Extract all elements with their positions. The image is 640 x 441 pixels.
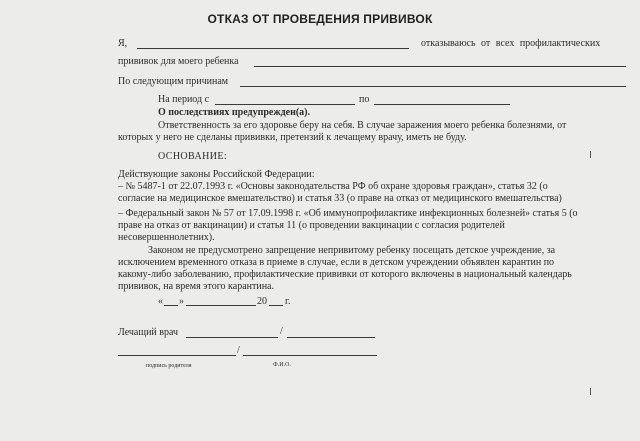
fio-caption: Ф.И.О. — [273, 362, 291, 368]
date-suffix: г. — [285, 296, 291, 307]
doctor-label: Лечащий врач — [118, 327, 179, 338]
date-year-line — [269, 305, 283, 306]
doctor-name-line — [287, 337, 375, 338]
date-open-quote: « — [158, 296, 163, 307]
signature-caption: подпись родителя — [146, 363, 192, 369]
doctor-separator: / — [280, 326, 283, 337]
doctor-sign-line — [186, 337, 278, 338]
date-year: 20 — [257, 296, 267, 307]
parent-sign-line — [118, 355, 236, 356]
name-line — [137, 48, 409, 49]
date-day-line — [164, 305, 178, 306]
responsibility-line-1: Ответственность за его здоровье беру на себя. В случае заражения моего ребенка болезнями, от — [158, 120, 567, 131]
law-1-line-2: согласие на медицинское вмешательство) и статья 33 (о праве на отказ от медицинского вмешательства) — [118, 193, 562, 204]
period-to-label: по — [359, 94, 370, 105]
child-line — [254, 66, 626, 67]
reasons-line — [240, 86, 626, 87]
ban-line-3: какому-либо заболеванию, профилактические прививки от которого включены в национальный календарь — [118, 269, 572, 280]
law-1-line-1: – № 5487-1 от 22.07.1993 г. «Основы законодательства РФ об охране здоровья граждан», статья 32 (о — [118, 181, 548, 192]
law-2-line-2: праве на отказ от вакцинации) и статья 11 (о проведении вакцинации с согласия родителей — [118, 220, 505, 231]
law-2-line-1: – Федеральный закон № 57 от 17.09.1998 г. «Об иммунопрофилактике инфекционных болезней» статья 5 (о — [118, 208, 578, 219]
ban-line-2: исключением временного отказа в приеме в случае, если в детском учреждении объявлен карантин по — [118, 257, 555, 268]
refuse-text: отказываюсь от всех профилактических — [421, 38, 601, 49]
child-label: прививок для моего ребенка — [118, 56, 239, 67]
parent-separator: / — [237, 345, 240, 356]
ban-line-1: Законом не предусмотрено запрещение непривитому ребенку посещать детское учреждение, за — [148, 245, 556, 256]
period-label: На период с — [158, 94, 210, 105]
label-i: Я, — [118, 38, 128, 49]
laws-heading: Действующие законы Российской Федерации: — [118, 169, 315, 180]
date-month-line — [186, 305, 256, 306]
warned-text: О последствиях предупрежден(а). — [158, 107, 310, 118]
law-2-line-3: несовершеннолетних). — [118, 232, 215, 243]
ban-line-4: прививок, на время этого карантина. — [118, 281, 274, 292]
basis-heading: ОСНОВАНИЕ: — [158, 151, 228, 162]
parent-name-line — [243, 355, 377, 356]
responsibility-line-2: которых у него не сделаны прививки, претензий к лечащему врачу, иметь не буду. — [118, 132, 467, 143]
document-title: ОТКАЗ ОТ ПРОВЕДЕНИЯ ПРИВИВОК — [207, 12, 433, 26]
scan-mark — [590, 151, 591, 158]
period-to-line — [374, 104, 510, 105]
scan-mark — [590, 388, 591, 395]
date-close-quote: » — [179, 296, 184, 307]
reasons-label: По следующим причинам — [118, 76, 229, 87]
period-from-line — [215, 104, 355, 105]
